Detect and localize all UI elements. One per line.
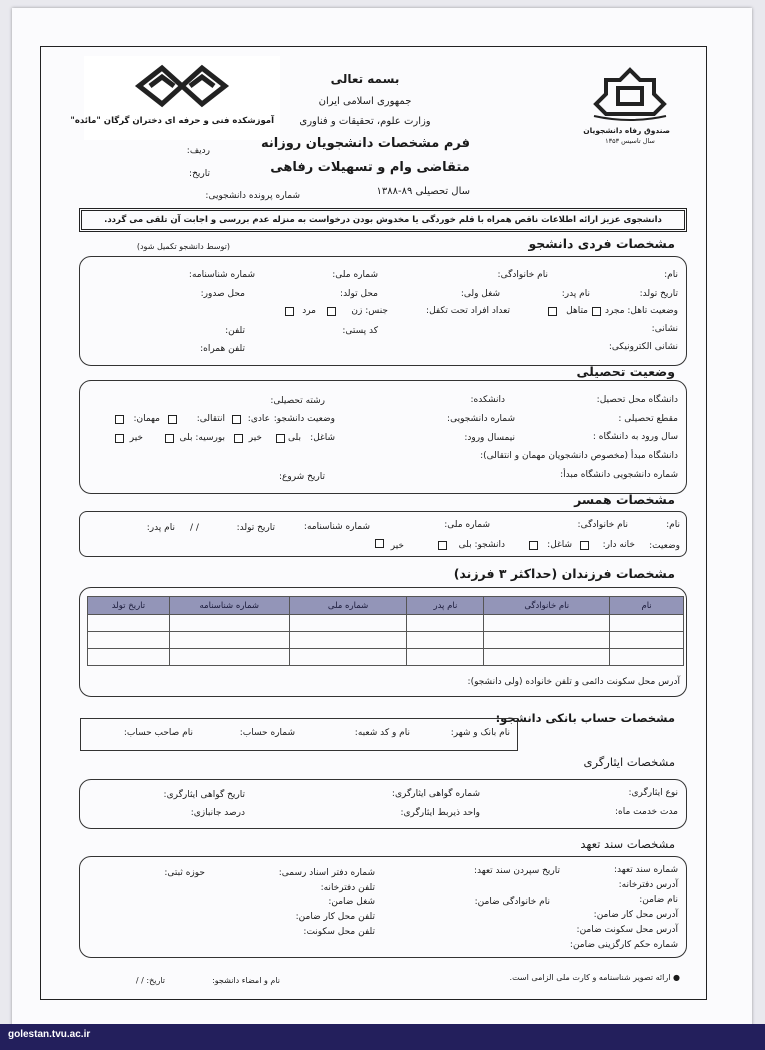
- email-label: نشانی الکترونیکی:: [608, 342, 678, 352]
- personal-note: (توسط دانشجو تکمیل شود): [136, 242, 230, 251]
- address-label: نشانی:: [651, 324, 678, 334]
- school-emblem-icon: [70, 56, 280, 140]
- veteran-unit-label: واحد ذیربط ایثارگری:: [400, 808, 480, 818]
- level-label: مقطع تحصیلی :: [618, 414, 678, 424]
- service-months-label: مدت خدمت ماه:: [615, 807, 678, 817]
- table-cell[interactable]: [484, 615, 610, 632]
- spouse-student-yes-checkbox[interactable]: [438, 541, 447, 550]
- table-row: [88, 615, 684, 632]
- status-label: وضعیت دانشجو:: [273, 414, 335, 424]
- col-father: نام پدر: [407, 597, 484, 615]
- radif-label: ردیف:: [186, 146, 210, 156]
- date-label: تاریخ:: [189, 169, 210, 179]
- children-table-header: [88, 597, 684, 615]
- notary-no-label: شماره دفتر اسناد رسمی:: [278, 868, 375, 878]
- signature-date-label: تاریخ: / /: [135, 976, 165, 985]
- branch-label: نام و کد شعبه:: [354, 728, 410, 738]
- table-cell[interactable]: [169, 632, 289, 649]
- employed-no-label: خیر: [248, 433, 262, 443]
- housewife-label: خانه دار:: [602, 540, 635, 550]
- veteran-section-title: مشخصات ایثارگری: [583, 755, 675, 769]
- notary-area-label: حوزه ثبتی:: [164, 868, 205, 878]
- spouse-employed-checkbox[interactable]: [529, 541, 538, 550]
- table-cell[interactable]: [289, 615, 407, 632]
- table-cell[interactable]: [407, 632, 484, 649]
- student-no-label: شماره دانشجویی:: [447, 414, 515, 424]
- cert-no-label: شماره گواهی ایثارگری:: [391, 789, 480, 799]
- submit-date-label: تاریخ سپردن سند تعهد:: [473, 866, 560, 876]
- mobile-label: تلفن همراه:: [200, 344, 245, 354]
- table-cell[interactable]: [484, 649, 610, 666]
- dependents-label: تعداد افراد تحت تکفل:: [426, 306, 510, 316]
- welfare-fund-logo: [583, 66, 670, 148]
- birth-place-label: محل تولد:: [340, 289, 378, 299]
- table-cell[interactable]: [610, 632, 684, 649]
- footer-site[interactable]: golestan.tvu.ac.ir: [8, 1029, 91, 1040]
- col-national-id: شماره ملی: [289, 597, 407, 615]
- transfer-checkbox[interactable]: [168, 415, 177, 424]
- table-cell[interactable]: [289, 649, 407, 666]
- school-logo: [70, 56, 280, 140]
- scholarship-yes-checkbox[interactable]: [165, 434, 174, 443]
- school-caption: آموزشکده فنی و حرفه ای دختران گرگان "مائده": [70, 116, 274, 126]
- regular-checkbox[interactable]: [232, 415, 241, 424]
- col-birth-date: تاریخ تولد: [88, 597, 170, 615]
- footer-bar: [0, 1024, 765, 1050]
- spouse-father-label: نام پدر:: [146, 523, 175, 533]
- father-label: نام پدر:: [561, 289, 590, 299]
- bank-city-label: نام بانک و شهر:: [450, 728, 510, 738]
- basmala: بسمه تعالی: [330, 72, 400, 86]
- signature-label: نام و امضاء دانشجو:: [212, 976, 280, 985]
- guest-checkbox[interactable]: [115, 415, 124, 424]
- table-cell[interactable]: [610, 615, 684, 632]
- home-address-label: آدرس محل سکونت ضامن:: [576, 925, 678, 935]
- spouse-student-no-label: خیر: [390, 541, 404, 551]
- scholarship-label: بورسیه: بلی: [179, 433, 225, 443]
- form-title-1: فرم مشخصات دانشجویان روزانه: [261, 136, 470, 151]
- phone-label: تلفن:: [225, 326, 245, 336]
- employment-no-label: شماره حکم کارگزینی ضامن:: [569, 940, 678, 950]
- ministry-title: وزارت علوم، تحقیقات و فناوری: [299, 116, 431, 127]
- home-phone-label: تلفن محل سکونت:: [303, 927, 375, 937]
- table-cell[interactable]: [88, 632, 170, 649]
- table-cell[interactable]: [484, 632, 610, 649]
- spouse-student-label: دانشجو: بلی: [458, 540, 505, 550]
- office-address-label: آدرس دفترخانه:: [618, 880, 678, 890]
- welfare-fund-year: سال تاسیس ۱۳۵۳: [605, 137, 655, 145]
- entry-semester-label: نیمسال ورود:: [464, 433, 515, 443]
- col-name: نام: [610, 597, 684, 615]
- children-table: [87, 596, 684, 666]
- transfer-label: انتقالی:: [196, 414, 225, 424]
- entry-year-label: سال ورود به دانشگاه :: [592, 432, 678, 442]
- personal-section-title: مشخصات فردی دانشجو: [528, 236, 675, 251]
- academic-year: سال تحصیلی ۸۹-۱۳۸۸: [376, 186, 470, 197]
- family-address-label: آدرس محل سکونت دائمی و تلفن خانواده (ولی دانشجو):: [467, 677, 680, 687]
- marital-label: وضعیت تاهل: مجرد: [604, 306, 678, 316]
- welfare-fund-name: صندوق رفاه دانشجویان: [583, 126, 670, 135]
- id-number-label: شماره شناسنامه:: [188, 270, 255, 280]
- file-number-label: شماره پرونده دانشجویی:: [205, 191, 300, 201]
- spouse-status-label: وضعیت:: [649, 541, 680, 551]
- table-row: [88, 649, 684, 666]
- form-title-2: متقاضی وام و تسهیلات رفاهی: [270, 160, 470, 175]
- family-label: نام خانوادگی:: [497, 270, 548, 280]
- employed-no-checkbox[interactable]: [234, 434, 243, 443]
- name-label: نام:: [664, 270, 678, 280]
- spouse-box: [79, 511, 687, 557]
- spouse-name-label: نام:: [666, 520, 680, 530]
- children-section-title: مشخصات فرزندان (حداکثر ۳ فرزند): [453, 566, 675, 581]
- spouse-family-label: نام خانوادگی:: [577, 520, 628, 530]
- scholarship-no-label: خیر: [129, 433, 143, 443]
- married-label: متاهل: [566, 306, 588, 316]
- id-requirement-note: ● ارائه تصویر شناسنامه و کارت ملی الزامی است.: [509, 973, 680, 982]
- origin-university-label: دانشگاه مبدأ (مخصوص دانشجویان مهمان و انتقالی):: [480, 451, 678, 461]
- veteran-box: [79, 779, 687, 829]
- university-label: دانشگاه محل تحصیل:: [596, 395, 678, 405]
- start-date-label: تاریخ شروع:: [278, 472, 325, 482]
- table-cell[interactable]: [169, 615, 289, 632]
- male-checkbox[interactable]: [285, 307, 294, 316]
- gender-label: جنس: زن: [351, 306, 388, 316]
- scholarship-no-checkbox[interactable]: [115, 434, 124, 443]
- education-section-title: وضعیت تحصیلی: [576, 364, 675, 379]
- col-family: نام خانوادگی: [484, 597, 610, 615]
- spouse-section-title: مشخصات همسر: [574, 492, 675, 507]
- national-id-label: شماره ملی:: [332, 270, 378, 280]
- account-no-label: شماره حساب:: [239, 728, 295, 738]
- birth-date-label: تاریخ تولد:: [639, 289, 678, 299]
- major-label: رشته تحصیلی:: [270, 396, 325, 406]
- table-cell[interactable]: [407, 649, 484, 666]
- work-address-label: آدرس محل کار ضامن:: [593, 910, 678, 920]
- postal-label: کد پستی:: [342, 326, 378, 336]
- republic-title: جمهوری اسلامی ایران: [318, 96, 412, 107]
- guarantor-family-label: نام خانوادگی ضامن:: [474, 897, 550, 907]
- married-checkbox[interactable]: [548, 307, 557, 316]
- spouse-id-number-label: شماره شناسنامه:: [303, 522, 370, 532]
- disability-label: درصد جانبازی:: [190, 808, 245, 818]
- origin-student-no-label: شماره دانشجویی دانشگاه مبدأ:: [560, 470, 678, 480]
- doc-no-label: شماره سند تعهد:: [613, 865, 678, 875]
- id-requirement-text: ارائه تصویر شناسنامه و کارت ملی الزامی است.: [509, 973, 671, 982]
- employed-yes-label: بلی: [288, 433, 301, 443]
- spouse-student-no-checkbox[interactable]: [375, 539, 384, 548]
- table-cell[interactable]: [169, 649, 289, 666]
- pledge-section-title: مشخصات سند تعهد: [580, 837, 675, 851]
- spouse-employed-label: شاغل:: [547, 540, 572, 550]
- col-id-number: شماره شناسنامه: [169, 597, 289, 615]
- spouse-birth-date-slashes: / /: [190, 523, 199, 533]
- issue-place-label: محل صدور:: [200, 289, 245, 299]
- table-cell[interactable]: [88, 615, 170, 632]
- veteran-type-label: نوع ایثارگری:: [628, 788, 678, 798]
- holder-label: نام صاحب حساب:: [123, 728, 193, 738]
- notice-box: دانشجوی عزیز ارائه اطلاعات ناقص همراه با قلم خوردگی یا مخدوش بودن درخواست به منزله عدم بررسی و اجابت آن تلقی می گردد.: [79, 208, 687, 232]
- table-cell[interactable]: [88, 649, 170, 666]
- employed-label: شاغل:: [310, 433, 335, 443]
- table-row: [88, 632, 684, 649]
- single-checkbox[interactable]: [592, 307, 601, 316]
- regular-label: عادی:: [247, 414, 270, 424]
- employed-yes-checkbox[interactable]: [276, 434, 285, 443]
- welfare-fund-emblem-icon: [590, 66, 670, 126]
- faculty-label: دانشکده:: [470, 395, 505, 405]
- female-checkbox[interactable]: [327, 307, 336, 316]
- office-phone-label: تلفن دفترخانه:: [320, 883, 375, 893]
- table-cell[interactable]: [610, 649, 684, 666]
- housewife-checkbox[interactable]: [580, 541, 589, 550]
- spouse-birth-date-label: تاریخ تولد:: [236, 523, 275, 533]
- guarantor-job-label: شغل ضامن:: [328, 897, 375, 907]
- bank-section-title: مشخصات حساب بانکی دانشجو:: [495, 711, 675, 725]
- table-cell[interactable]: [407, 615, 484, 632]
- guarantor-name-label: نام ضامن:: [639, 895, 678, 905]
- table-cell[interactable]: [289, 632, 407, 649]
- cert-date-label: تاریخ گواهی ایثارگری:: [163, 790, 245, 800]
- spouse-national-id-label: شماره ملی:: [444, 520, 490, 530]
- male-label: مرد: [302, 306, 316, 316]
- work-phone-label: تلفن محل کار ضامن:: [295, 912, 375, 922]
- guest-label: مهمان:: [133, 414, 160, 424]
- guardian-job-label: شغل ولی:: [460, 289, 500, 299]
